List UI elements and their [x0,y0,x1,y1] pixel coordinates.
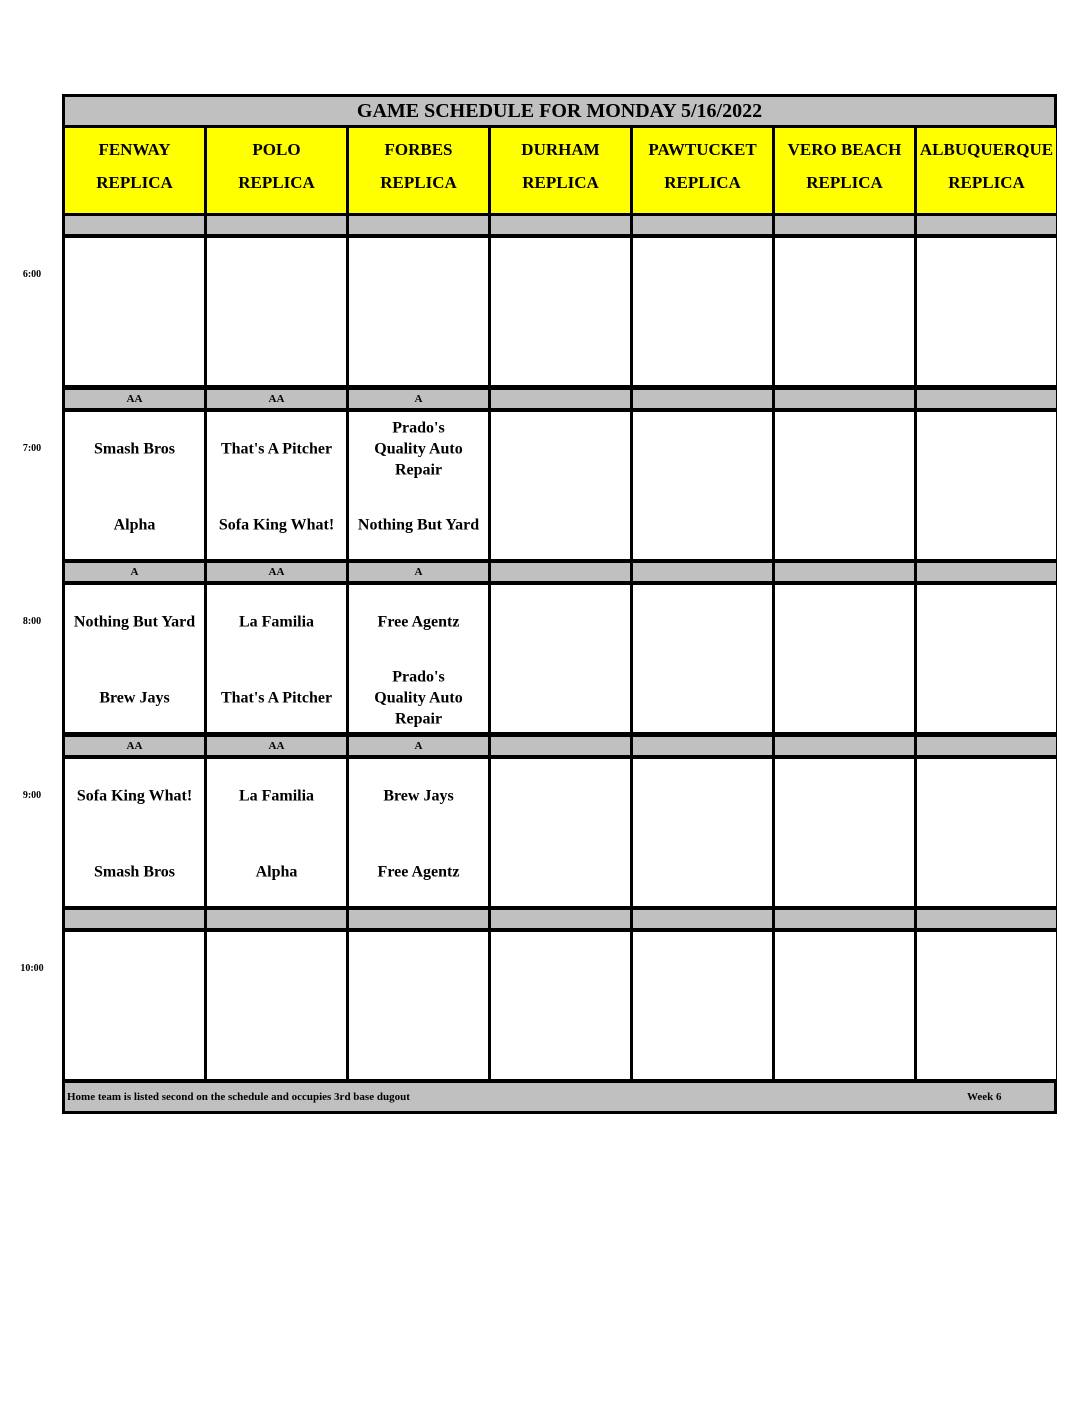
field-header [349,128,488,213]
schedule-footer [65,1083,1054,1111]
game-cell [775,932,914,1079]
division-label [775,563,914,581]
division-label [491,563,630,581]
division-label [207,216,346,234]
game-cell [65,932,204,1079]
away-team: Prado's Quality Auto Repair [374,419,463,479]
game-cell [917,585,1056,732]
away-team: That's A Pitcher [220,440,333,458]
game-cell [633,759,772,906]
game-cell [491,238,630,385]
field-header [65,128,204,213]
away-team: Free Agentz [377,613,460,631]
away-team: Smash Bros [93,440,176,458]
field-header [207,128,346,213]
game-cell [207,932,346,1079]
division-label [917,216,1056,234]
game-cell [917,759,1056,906]
game-cell [65,759,204,906]
field-name: DURHAM [521,140,600,159]
time-label: 7:00 [22,443,42,454]
division-label [775,910,914,928]
field-name: PAWTUCKET [648,140,757,159]
game-cell [349,238,488,385]
game-cell [491,585,630,732]
division-label [633,737,772,755]
away-team: Brew Jays [383,787,454,805]
game-cell [207,238,346,385]
home-team: Alpha [113,516,156,534]
field-header [633,128,772,213]
time-label: 6:00 [22,269,42,280]
division-label [917,737,1056,755]
game-cell [775,759,914,906]
division-label: A [349,563,488,581]
field-subtitle: REPLICA [238,173,315,192]
division-label [917,390,1056,408]
division-label [917,910,1056,928]
field-subtitle: REPLICA [96,173,173,192]
home-team: Smash Bros [93,863,176,881]
game-cell [775,412,914,559]
division-label [491,216,630,234]
time-label: 9:00 [22,790,42,801]
away-team: Nothing But Yard [73,613,196,631]
game-cell [349,585,488,732]
game-cell [633,585,772,732]
field-name: FENWAY [98,140,171,159]
division-label [207,910,346,928]
division-label: AA [65,737,204,755]
home-team: Brew Jays [99,689,170,707]
game-cell [917,932,1056,1079]
field-subtitle: REPLICA [806,173,883,192]
field-subtitle: REPLICA [380,173,457,192]
home-team: Nothing But Yard [357,516,480,534]
field-name: ALBUQUERQUE [919,140,1054,159]
division-label [491,390,630,408]
game-cell [491,759,630,906]
home-team: Sofa King What! [218,516,335,534]
division-label [65,216,204,234]
game-cell [349,932,488,1079]
home-team: Prado's Quality Auto Repair [374,668,463,728]
division-label [491,910,630,928]
division-label [633,910,772,928]
game-cell [491,412,630,559]
game-cell [775,585,914,732]
game-cell [65,412,204,559]
field-subtitle: REPLICA [948,173,1025,192]
game-cell [207,759,346,906]
field-subtitle: REPLICA [522,173,599,192]
game-cell [65,585,204,732]
division-label [775,737,914,755]
game-cell [65,238,204,385]
field-header [491,128,630,213]
time-label: 8:00 [22,616,42,627]
time-label: 10:00 [20,963,44,974]
game-cell [207,585,346,732]
game-cell [633,412,772,559]
division-label: AA [65,390,204,408]
week-label: Week 6 [967,1091,1002,1103]
division-label [491,737,630,755]
division-label [633,563,772,581]
division-label: A [349,737,488,755]
home-team: That's A Pitcher [220,689,333,707]
division-label [65,910,204,928]
division-label [917,563,1056,581]
home-team: Alpha [255,863,298,881]
game-cell [775,238,914,385]
division-label: AA [207,390,346,408]
schedule-title: GAME SCHEDULE FOR MONDAY 5/16/2022 [65,97,1054,125]
away-team: La Familia [238,787,315,805]
game-cell [633,238,772,385]
game-cell [207,412,346,559]
game-cell [491,932,630,1079]
field-subtitle: REPLICA [664,173,741,192]
game-cell [917,238,1056,385]
field-name: POLO [252,140,301,159]
field-name: VERO BEACH [787,140,902,159]
game-cell [917,412,1056,559]
division-label: AA [207,563,346,581]
game-cell [633,932,772,1079]
game-cell [349,759,488,906]
division-label: AA [207,737,346,755]
schedule-table [62,94,1057,1114]
division-label [775,216,914,234]
division-label [775,390,914,408]
away-team: La Familia [238,613,315,631]
division-label [633,216,772,234]
home-team-note: Home team is listed second on the schedule and occupies 3rd base dugout [67,1091,410,1103]
division-label: A [65,563,204,581]
field-header [775,128,914,213]
game-cell [349,412,488,559]
home-team: Free Agentz [377,863,460,881]
field-name: FORBES [384,140,453,159]
division-label: A [349,390,488,408]
division-label [349,910,488,928]
division-label [349,216,488,234]
away-team: Sofa King What! [76,787,193,805]
division-label [633,390,772,408]
field-header [917,128,1056,213]
